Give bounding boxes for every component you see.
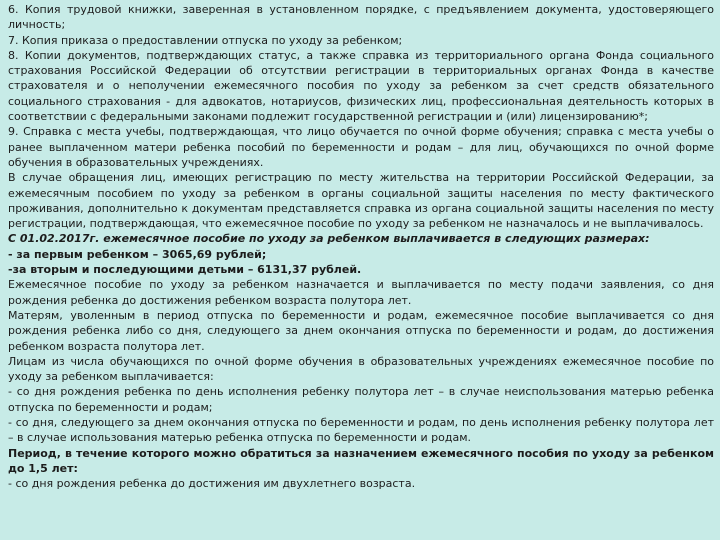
amount-first-child: - за первым ребенком – 3065,69 рублей; xyxy=(8,247,267,261)
paragraph-students: Лицам из числа обучающихся по очной форме обучения в образовательных учреждениях ежемесячное пособие по уходу за ребенком выплачивается: xyxy=(8,354,714,384)
paragraph-application-period: - со дня рождения ребенка до достижения им двухлетнего возраста. xyxy=(8,477,416,491)
paragraph-status-documents: 8. Копии документов, подтверждающих статус, а также справка из территориального органа Фонда социального страхования Российской Федерации об отсутствии регистрации в территориальных органах Фонда в качестве страхователя и о неполучении ежемесячного пособия по уходу за ребенком за счет средств обязательного социального страхования - для адвокатов, нотариусов, физических лиц, профессиональная деятельность которых в соответствии с федеральными законами подлежит государственной регистрации и (или) лицензированию*; xyxy=(8,48,714,124)
paragraph-leave-order-copy: 7. Копия приказа о предоставлении отпуска по уходу за ребенком; xyxy=(8,33,403,47)
paragraph-dismissed-mothers: Матерям, уволенным в период отпуска по беременности и родам, ежемесячное пособие выплачивается со дня рождения ребенка либо со дня, следующего за днем окончания отпуска по беременности и родам, до достижения ребенком возраста полутора лет. xyxy=(8,308,714,353)
paragraph-labor-book-copy: 6. Копия трудовой книжки, заверенная в установленном порядке, с предъявлением документа, удостоверяющего личность; xyxy=(8,3,714,32)
paragraph-study-certificate: 9. Справка с места учебы, подтверждающая, что лицо обучается по очной форме обучения; справка с места учебы о ранее выплаченном матери ребенка пособий по беременности и родам – для лиц, обучающихся по очной форме обучения в образовательных учреждениях. xyxy=(8,125,714,169)
paragraph-benefit-assignment: Ежемесячное пособие по уходу за ребенком назначается и выплачивается по месту подачи заявления, со дня рождения ребенка до достижения ребенком возраста полутора лет. xyxy=(8,278,714,307)
paragraph-registration-case: В случае обращения лиц, имеющих регистрацию по месту жительства на территории Российской Федерации, за ежемесячным пособием по уходу за ребенком в органы социальной защиты населения по месту фактического проживания, дополнительно к документам представляется справка из органа социальной защиты населения по месту регистрации, подтверждающая, что ежемесячное пособие по уходу за ребенком не назначалось и не выплачивалось. xyxy=(8,171,714,231)
heading-benefit-amounts: С 01.02.2017г. ежемесячное пособие по уходу за ребенком выплачивается в следующих размерах: xyxy=(8,232,650,246)
amount-second-child: -за вторым и последующими детьми – 6131,37 рублей. xyxy=(8,263,362,277)
list-item-after-maternity-leave: - со дня, следующего за днем окончания отпуска по беременности и родам, по день исполнения ребенку полутора лет – в случае использования матерью ребенка отпуска по беременности и родам. xyxy=(8,416,714,445)
list-item-no-maternity-leave: - со дня рождения ребенка по день исполнения ребенку полутора лет – в случае неиспользования матерью ребенка отпуска по беременности и родам; xyxy=(8,385,714,414)
heading-application-period: Период, в течение которого можно обратиться за назначением ежемесячного пособия по уходу за ребенком до 1,5 лет: xyxy=(8,446,714,475)
